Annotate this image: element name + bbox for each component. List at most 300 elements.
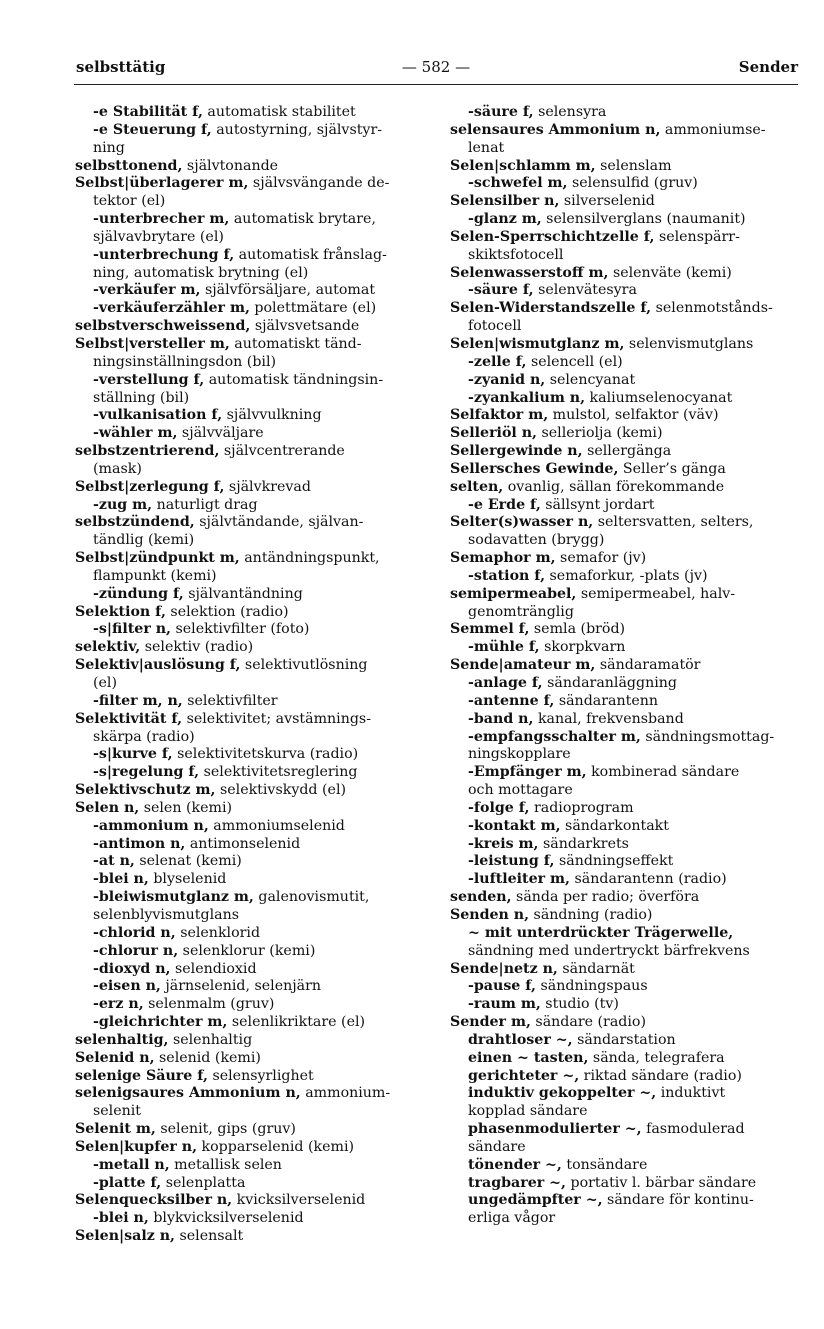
translation: självvulkning bbox=[222, 407, 322, 424]
translation: genomtränglig bbox=[468, 603, 574, 620]
headword: -Empfänger m, bbox=[468, 764, 587, 781]
dictionary-line bbox=[75, 818, 427, 836]
headword: -e Erde f, bbox=[468, 496, 541, 513]
headword: Selbst|überlagerer m, bbox=[75, 175, 249, 192]
headword: Selen|schlamm m, bbox=[450, 157, 596, 174]
headword: -unterbrechung f, bbox=[93, 246, 235, 263]
dictionary-line bbox=[75, 871, 427, 889]
dictionary-line bbox=[75, 657, 427, 675]
headword: tönender ~, bbox=[468, 1156, 562, 1173]
dictionary-line bbox=[450, 586, 800, 604]
translation: ovanlig, sällan förekommande bbox=[503, 478, 725, 495]
translation: selektion (radio) bbox=[165, 603, 289, 620]
headword: -ammonium n, bbox=[93, 817, 209, 834]
translation: selencell (el) bbox=[526, 353, 623, 370]
translation: selenit bbox=[93, 1103, 141, 1120]
dictionary-line bbox=[75, 639, 427, 657]
translation: galenovismutit, bbox=[253, 889, 370, 906]
translation: skiktsfotocell bbox=[468, 246, 564, 263]
translation: sändare för kontinu- bbox=[602, 1192, 754, 1209]
dictionary-line bbox=[450, 996, 800, 1014]
headword: Selektion f, bbox=[75, 603, 166, 620]
headword: -zug m, bbox=[93, 496, 153, 513]
headword: -metall n, bbox=[93, 1156, 170, 1173]
dictionary-line bbox=[75, 1210, 427, 1228]
dictionary-line bbox=[75, 1014, 427, 1032]
dictionary-line bbox=[75, 836, 427, 854]
translation: selensilverglans (naumanit) bbox=[541, 211, 746, 228]
translation: självsvängande de- bbox=[248, 175, 390, 192]
dictionary-line bbox=[75, 746, 427, 764]
headword: -vulkanisation f, bbox=[93, 407, 223, 424]
translation: kopplad sändare bbox=[468, 1103, 588, 1120]
dictionary-line bbox=[450, 229, 800, 247]
dictionary-line bbox=[450, 871, 800, 889]
dictionary-line bbox=[75, 1085, 427, 1103]
headword: -wähler m, bbox=[93, 425, 178, 442]
headword: selbstzentrierend, bbox=[75, 443, 220, 460]
dictionary-line bbox=[75, 211, 427, 229]
headword: Selenquecksilber n, bbox=[75, 1192, 233, 1209]
translation: flampunkt (kemi) bbox=[93, 567, 217, 584]
headword: -s|filter n, bbox=[93, 621, 171, 638]
dictionary-line bbox=[450, 461, 800, 479]
dictionary-line bbox=[450, 943, 800, 961]
headword: senden, bbox=[450, 889, 512, 906]
headword: -antenne f, bbox=[468, 692, 555, 709]
dictionary-line bbox=[75, 479, 427, 497]
dictionary-line bbox=[75, 693, 427, 711]
dictionary-line bbox=[75, 229, 427, 247]
translation: sällsynt jordart bbox=[540, 496, 655, 513]
dictionary-line bbox=[75, 1175, 427, 1193]
dictionary-line bbox=[75, 425, 427, 443]
dictionary-line bbox=[450, 853, 800, 871]
translation: blykvicksilverselenid bbox=[148, 1210, 304, 1227]
translation: studio (tv) bbox=[540, 996, 619, 1013]
translation: selektivskydd (el) bbox=[215, 782, 347, 799]
translation: sända, telegrafera bbox=[588, 1049, 725, 1066]
translation: mulstol, selfaktor (väv) bbox=[548, 407, 719, 424]
headword: Selen|kupfer n, bbox=[75, 1138, 198, 1155]
translation: selensulfid (gruv) bbox=[567, 175, 698, 192]
dictionary-line bbox=[75, 943, 427, 961]
headword: -zündung f, bbox=[93, 585, 184, 602]
dictionary-line bbox=[450, 568, 800, 586]
translation: selenat (kemi) bbox=[134, 853, 242, 870]
dictionary-line bbox=[450, 889, 800, 907]
dictionary-line bbox=[75, 853, 427, 871]
headword: -säure f, bbox=[468, 104, 534, 120]
translation: automatisk frånslag- bbox=[234, 246, 387, 263]
headword: -glanz m, bbox=[468, 211, 542, 228]
translation: (mask) bbox=[93, 460, 142, 477]
translation: sändningspaus bbox=[536, 978, 648, 995]
translation: portativ l. bärbar sändare bbox=[566, 1174, 757, 1191]
dictionary-line bbox=[450, 1157, 800, 1175]
dictionary-line bbox=[75, 193, 427, 211]
translation: blyselenid bbox=[148, 871, 227, 888]
translation: självcentrerande bbox=[219, 443, 345, 460]
dictionary-line bbox=[75, 175, 427, 193]
translation: selektivfilter (foto) bbox=[171, 621, 310, 638]
headword: selbstzündend, bbox=[75, 514, 195, 531]
dictionary-line bbox=[450, 657, 800, 675]
headword: Selleriöl n, bbox=[450, 425, 537, 442]
dictionary-line bbox=[75, 300, 427, 318]
dictionary-line bbox=[75, 996, 427, 1014]
dictionary-line bbox=[75, 122, 427, 140]
translation: antändningspunkt, bbox=[239, 550, 380, 567]
dictionary-line bbox=[75, 1157, 427, 1175]
headword: Selektivschutz m, bbox=[75, 782, 216, 799]
translation: fotocell bbox=[468, 318, 522, 335]
headword: selektiv, bbox=[75, 639, 141, 656]
translation: tonsändare bbox=[561, 1156, 648, 1173]
headword: -unterbrecher m, bbox=[93, 211, 230, 228]
headword: -antimon n, bbox=[93, 835, 186, 852]
headword: -chlorid n, bbox=[93, 924, 176, 941]
translation: självavbrytare (el) bbox=[93, 228, 224, 245]
translation: självtonande bbox=[182, 157, 279, 174]
dictionary-line bbox=[75, 621, 427, 639]
dictionary-line bbox=[450, 1139, 800, 1157]
headword: Selensilber n, bbox=[450, 193, 560, 210]
headword: Sende|amateur m, bbox=[450, 657, 596, 674]
translation: selenplatta bbox=[161, 1174, 246, 1191]
headword: einen ~ tasten, bbox=[468, 1049, 589, 1066]
dictionary-line bbox=[450, 961, 800, 979]
translation: selenhaltig bbox=[168, 1031, 253, 1048]
dictionary-line bbox=[450, 621, 800, 639]
translation: sändare (radio) bbox=[530, 1014, 646, 1031]
headword: -schwefel m, bbox=[468, 175, 568, 192]
translation: sändningseffekt bbox=[554, 853, 674, 870]
headword: -band n, bbox=[468, 710, 534, 727]
headword: phasenmodulierter ~, bbox=[468, 1121, 642, 1138]
dictionary-line bbox=[450, 514, 800, 532]
headword: -verkäufer m, bbox=[93, 282, 201, 299]
translation: selleriolja (kemi) bbox=[537, 425, 663, 442]
dictionary-line bbox=[75, 1192, 427, 1210]
headword: semipermeabel, bbox=[450, 585, 577, 602]
headword: drahtloser ~, bbox=[468, 1031, 573, 1048]
dictionary-line bbox=[75, 729, 427, 747]
headword: selenigsaures Ammonium n, bbox=[75, 1085, 301, 1102]
translation: självsvetsande bbox=[250, 318, 360, 335]
dictionary-line bbox=[75, 390, 427, 408]
dictionary-line bbox=[450, 265, 800, 283]
dictionary-line bbox=[75, 532, 427, 550]
translation: ning, automatisk brytning (el) bbox=[93, 264, 309, 281]
headword: Selen|salz n, bbox=[75, 1228, 175, 1245]
translation: automatisk brytare, bbox=[229, 211, 376, 228]
dictionary-line bbox=[75, 800, 427, 818]
translation: selektivfilter bbox=[182, 692, 278, 709]
translation: automatisk tändningsin- bbox=[204, 371, 384, 388]
headword: Selen|wismutglanz m, bbox=[450, 335, 625, 352]
dictionary-line bbox=[450, 782, 800, 800]
dictionary-line bbox=[450, 175, 800, 193]
headword: ~ mit unterdrückter Trägerwelle, bbox=[468, 924, 734, 941]
dictionary-line bbox=[75, 550, 427, 568]
dictionary-line bbox=[450, 1175, 800, 1193]
translation: självväljare bbox=[177, 425, 264, 442]
translation: sändare bbox=[468, 1138, 526, 1155]
header-left-guideword: selbsttätig bbox=[76, 58, 166, 76]
headword: -chlorur n, bbox=[93, 942, 179, 959]
headword: Selenid n, bbox=[75, 1049, 155, 1066]
dictionary-line bbox=[75, 140, 427, 158]
translation: sändning med undertryckt bärfrekvens bbox=[468, 942, 750, 959]
dictionary-line bbox=[450, 300, 800, 318]
headword: -folge f, bbox=[468, 799, 530, 816]
dictionary-line bbox=[450, 1014, 800, 1032]
translation: skärpa (radio) bbox=[93, 728, 195, 745]
translation: selektivitet; avstämnings- bbox=[182, 710, 372, 727]
dictionary-line bbox=[75, 104, 427, 122]
translation: kaliumselenocyanat bbox=[585, 389, 733, 406]
translation: självförsäljare, automat bbox=[200, 282, 376, 299]
dictionary-line bbox=[450, 711, 800, 729]
headword: Selen-Sperrschichtzelle f, bbox=[450, 228, 655, 245]
page-number: — 582 — bbox=[401, 58, 471, 76]
dictionary-line bbox=[450, 193, 800, 211]
headword: -s|regelung f, bbox=[93, 764, 200, 781]
translation: selenväte (kemi) bbox=[608, 264, 732, 281]
dictionary-line bbox=[75, 1032, 427, 1050]
headword: Selter(s)wasser n, bbox=[450, 514, 594, 531]
dictionary-line bbox=[75, 978, 427, 996]
translation: kvicksilverselenid bbox=[232, 1192, 366, 1209]
translation: antimonselenid bbox=[185, 835, 301, 852]
header-right-guideword: Sender bbox=[738, 58, 798, 76]
translation: fasmodulerad bbox=[641, 1121, 745, 1138]
dictionary-line bbox=[75, 497, 427, 515]
dictionary-line bbox=[450, 800, 800, 818]
headword: -e Steuerung f, bbox=[93, 121, 212, 138]
translation: ställning (bil) bbox=[93, 389, 190, 406]
translation: kombinerad sändare bbox=[586, 764, 740, 781]
headword: Selektiv|auslösung f, bbox=[75, 657, 241, 674]
dictionary-line bbox=[450, 675, 800, 693]
translation: automatisk stabilitet bbox=[202, 104, 356, 120]
translation: ningskopplare bbox=[468, 746, 571, 763]
headword: Selbst|zündpunkt m, bbox=[75, 550, 240, 567]
header-rule bbox=[74, 84, 798, 85]
translation: selektivitetsreglering bbox=[199, 764, 358, 781]
headword: selbsttonend, bbox=[75, 157, 183, 174]
dictionary-line bbox=[450, 1085, 800, 1103]
translation: ningsinställningsdon (bil) bbox=[93, 353, 277, 370]
page-header bbox=[74, 58, 798, 80]
translation: semipermeabel, halv- bbox=[576, 585, 736, 602]
dictionary-line bbox=[75, 907, 427, 925]
translation: selen (kemi) bbox=[139, 799, 233, 816]
translation: selektivutlösning bbox=[240, 657, 368, 674]
headword: -gleichrichter m, bbox=[93, 1014, 228, 1031]
dictionary-line bbox=[450, 354, 800, 372]
translation: sändarantenn bbox=[554, 692, 658, 709]
translation: seltersvatten, selters, bbox=[593, 514, 754, 531]
translation: ammoniumselenid bbox=[208, 817, 345, 834]
dictionary-line bbox=[75, 265, 427, 283]
headword: -säure f, bbox=[468, 282, 534, 299]
headword: -filter m, n, bbox=[93, 692, 183, 709]
dictionary-line bbox=[450, 925, 800, 943]
dictionary-line bbox=[75, 372, 427, 390]
translation: selensyra bbox=[533, 104, 607, 120]
translation: sellergänga bbox=[582, 443, 672, 460]
dictionary-line bbox=[450, 425, 800, 443]
translation: järnselenid, selenjärn bbox=[160, 978, 322, 995]
dictionary-line bbox=[450, 372, 800, 390]
translation: ning bbox=[93, 139, 125, 156]
dictionary-line bbox=[75, 443, 427, 461]
headword: Senden n, bbox=[450, 906, 530, 923]
translation: Seller’s gänga bbox=[618, 460, 726, 477]
translation: silverselenid bbox=[559, 193, 655, 210]
dictionary-line bbox=[75, 764, 427, 782]
dictionary-line bbox=[450, 390, 800, 408]
dictionary-line bbox=[75, 604, 427, 622]
translation: sodavatten (brygg) bbox=[468, 532, 605, 549]
dictionary-line bbox=[75, 711, 427, 729]
left-column bbox=[75, 104, 427, 1246]
dictionary-line bbox=[450, 1103, 800, 1121]
translation: selenspärr- bbox=[654, 228, 740, 245]
headword: Selbst|versteller m, bbox=[75, 335, 230, 352]
translation: skorpkvarn bbox=[539, 639, 626, 656]
translation: kanal, frekvensband bbox=[533, 710, 684, 727]
dictionary-line bbox=[75, 782, 427, 800]
dictionary-line bbox=[450, 693, 800, 711]
headword: -empfangsschalter m, bbox=[468, 728, 641, 745]
headword: -e Stabilität f, bbox=[93, 104, 203, 120]
headword: selenige Säure f, bbox=[75, 1067, 208, 1084]
headword: -zelle f, bbox=[468, 353, 527, 370]
headword: Semaphor m, bbox=[450, 550, 556, 567]
dictionary-line bbox=[75, 675, 427, 693]
headword: -bleiwismutglanz m, bbox=[93, 889, 254, 906]
dictionary-line bbox=[450, 836, 800, 854]
headword: -eisen n, bbox=[93, 978, 161, 995]
headword: Sellersches Gewinde, bbox=[450, 460, 619, 477]
dictionary-line bbox=[450, 247, 800, 265]
translation: riktad sändare (radio) bbox=[579, 1067, 742, 1084]
translation: polettmätare (el) bbox=[249, 300, 377, 317]
headword: -station f, bbox=[468, 567, 546, 584]
translation: och mottagare bbox=[468, 782, 573, 799]
headword: -verstellung f, bbox=[93, 371, 205, 388]
headword: -zyankalium n, bbox=[468, 389, 586, 406]
headword: -blei n, bbox=[93, 871, 149, 888]
dictionary-line bbox=[450, 1192, 800, 1210]
translation: sändarstation bbox=[572, 1031, 676, 1048]
dictionary-line bbox=[75, 1050, 427, 1068]
headword: Selenit m, bbox=[75, 1121, 156, 1138]
dictionary-line bbox=[450, 764, 800, 782]
dictionary-line bbox=[75, 889, 427, 907]
translation: selencyanat bbox=[545, 371, 636, 388]
translation: selektiv (radio) bbox=[140, 639, 254, 656]
translation: autostyrning, självstyr- bbox=[211, 121, 383, 138]
dictionary-line bbox=[450, 1121, 800, 1139]
dictionary-line bbox=[450, 1210, 800, 1228]
translation: induktivt bbox=[656, 1085, 726, 1102]
headword: Selenwasserstoff m, bbox=[450, 264, 609, 281]
translation: sändningsmottag- bbox=[640, 728, 775, 745]
headword: Selen-Widerstandszelle f, bbox=[450, 300, 652, 317]
dictionary-line bbox=[450, 550, 800, 568]
headword: -raum m, bbox=[468, 996, 541, 1013]
translation: sändaramatör bbox=[595, 657, 701, 674]
headword: tragbarer ~, bbox=[468, 1174, 566, 1191]
translation: sändarkrets bbox=[538, 835, 629, 852]
translation: sända per radio; överföra bbox=[511, 889, 700, 906]
dictionary-line bbox=[75, 354, 427, 372]
dictionary-line bbox=[450, 1050, 800, 1068]
translation: selenklorid bbox=[175, 924, 261, 941]
translation: sändaranläggning bbox=[542, 675, 677, 691]
dictionary-line bbox=[75, 1139, 427, 1157]
headword: -blei n, bbox=[93, 1210, 149, 1227]
dictionary-line bbox=[450, 1068, 800, 1086]
headword: selten, bbox=[450, 478, 504, 495]
headword: selenhaltig, bbox=[75, 1031, 169, 1048]
translation: tektor (el) bbox=[93, 193, 166, 210]
translation: selenvätesyra bbox=[533, 282, 637, 299]
dictionary-line bbox=[75, 407, 427, 425]
translation: selendioxid bbox=[170, 960, 257, 977]
dictionary-line bbox=[75, 318, 427, 336]
headword: Selektivität f, bbox=[75, 710, 183, 727]
translation: självtändande, självan- bbox=[194, 514, 364, 531]
dictionary-line bbox=[450, 211, 800, 229]
dictionary-line bbox=[75, 1121, 427, 1139]
dictionary-line bbox=[450, 639, 800, 657]
translation: kopparselenid (kemi) bbox=[197, 1138, 355, 1155]
headword: Selbst|zerlegung f, bbox=[75, 478, 225, 495]
headword: ungedämpfter ~, bbox=[468, 1192, 603, 1209]
translation: självkrevad bbox=[224, 478, 311, 495]
translation: ammonium- bbox=[300, 1085, 391, 1102]
dictionary-line bbox=[75, 158, 427, 176]
dictionary-line bbox=[75, 247, 427, 265]
dictionary-line bbox=[450, 104, 800, 122]
translation: selenmalm (gruv) bbox=[143, 996, 275, 1013]
headword: -kontakt m, bbox=[468, 817, 561, 834]
dictionary-line bbox=[450, 978, 800, 996]
dictionary-line bbox=[75, 282, 427, 300]
translation: semla (bröd) bbox=[529, 621, 626, 638]
translation: semaforkur, -plats (jv) bbox=[545, 567, 708, 584]
headword: Sender m, bbox=[450, 1014, 531, 1031]
translation: sändarnät bbox=[557, 960, 635, 977]
translation: lenat bbox=[468, 139, 505, 156]
headword: Sende|netz n, bbox=[450, 960, 558, 977]
dictionary-line bbox=[450, 746, 800, 764]
headword: -verkäuferzähler m, bbox=[93, 300, 250, 317]
translation: selenslam bbox=[595, 157, 672, 174]
dictionary-line bbox=[450, 729, 800, 747]
translation: selenit, gips (gruv) bbox=[155, 1121, 296, 1138]
dictionary-line bbox=[450, 282, 800, 300]
translation: selenklorur (kemi) bbox=[178, 942, 316, 959]
headword: -dioxyd n, bbox=[93, 960, 171, 977]
translation: naturligt drag bbox=[152, 496, 258, 513]
dictionary-line bbox=[450, 318, 800, 336]
